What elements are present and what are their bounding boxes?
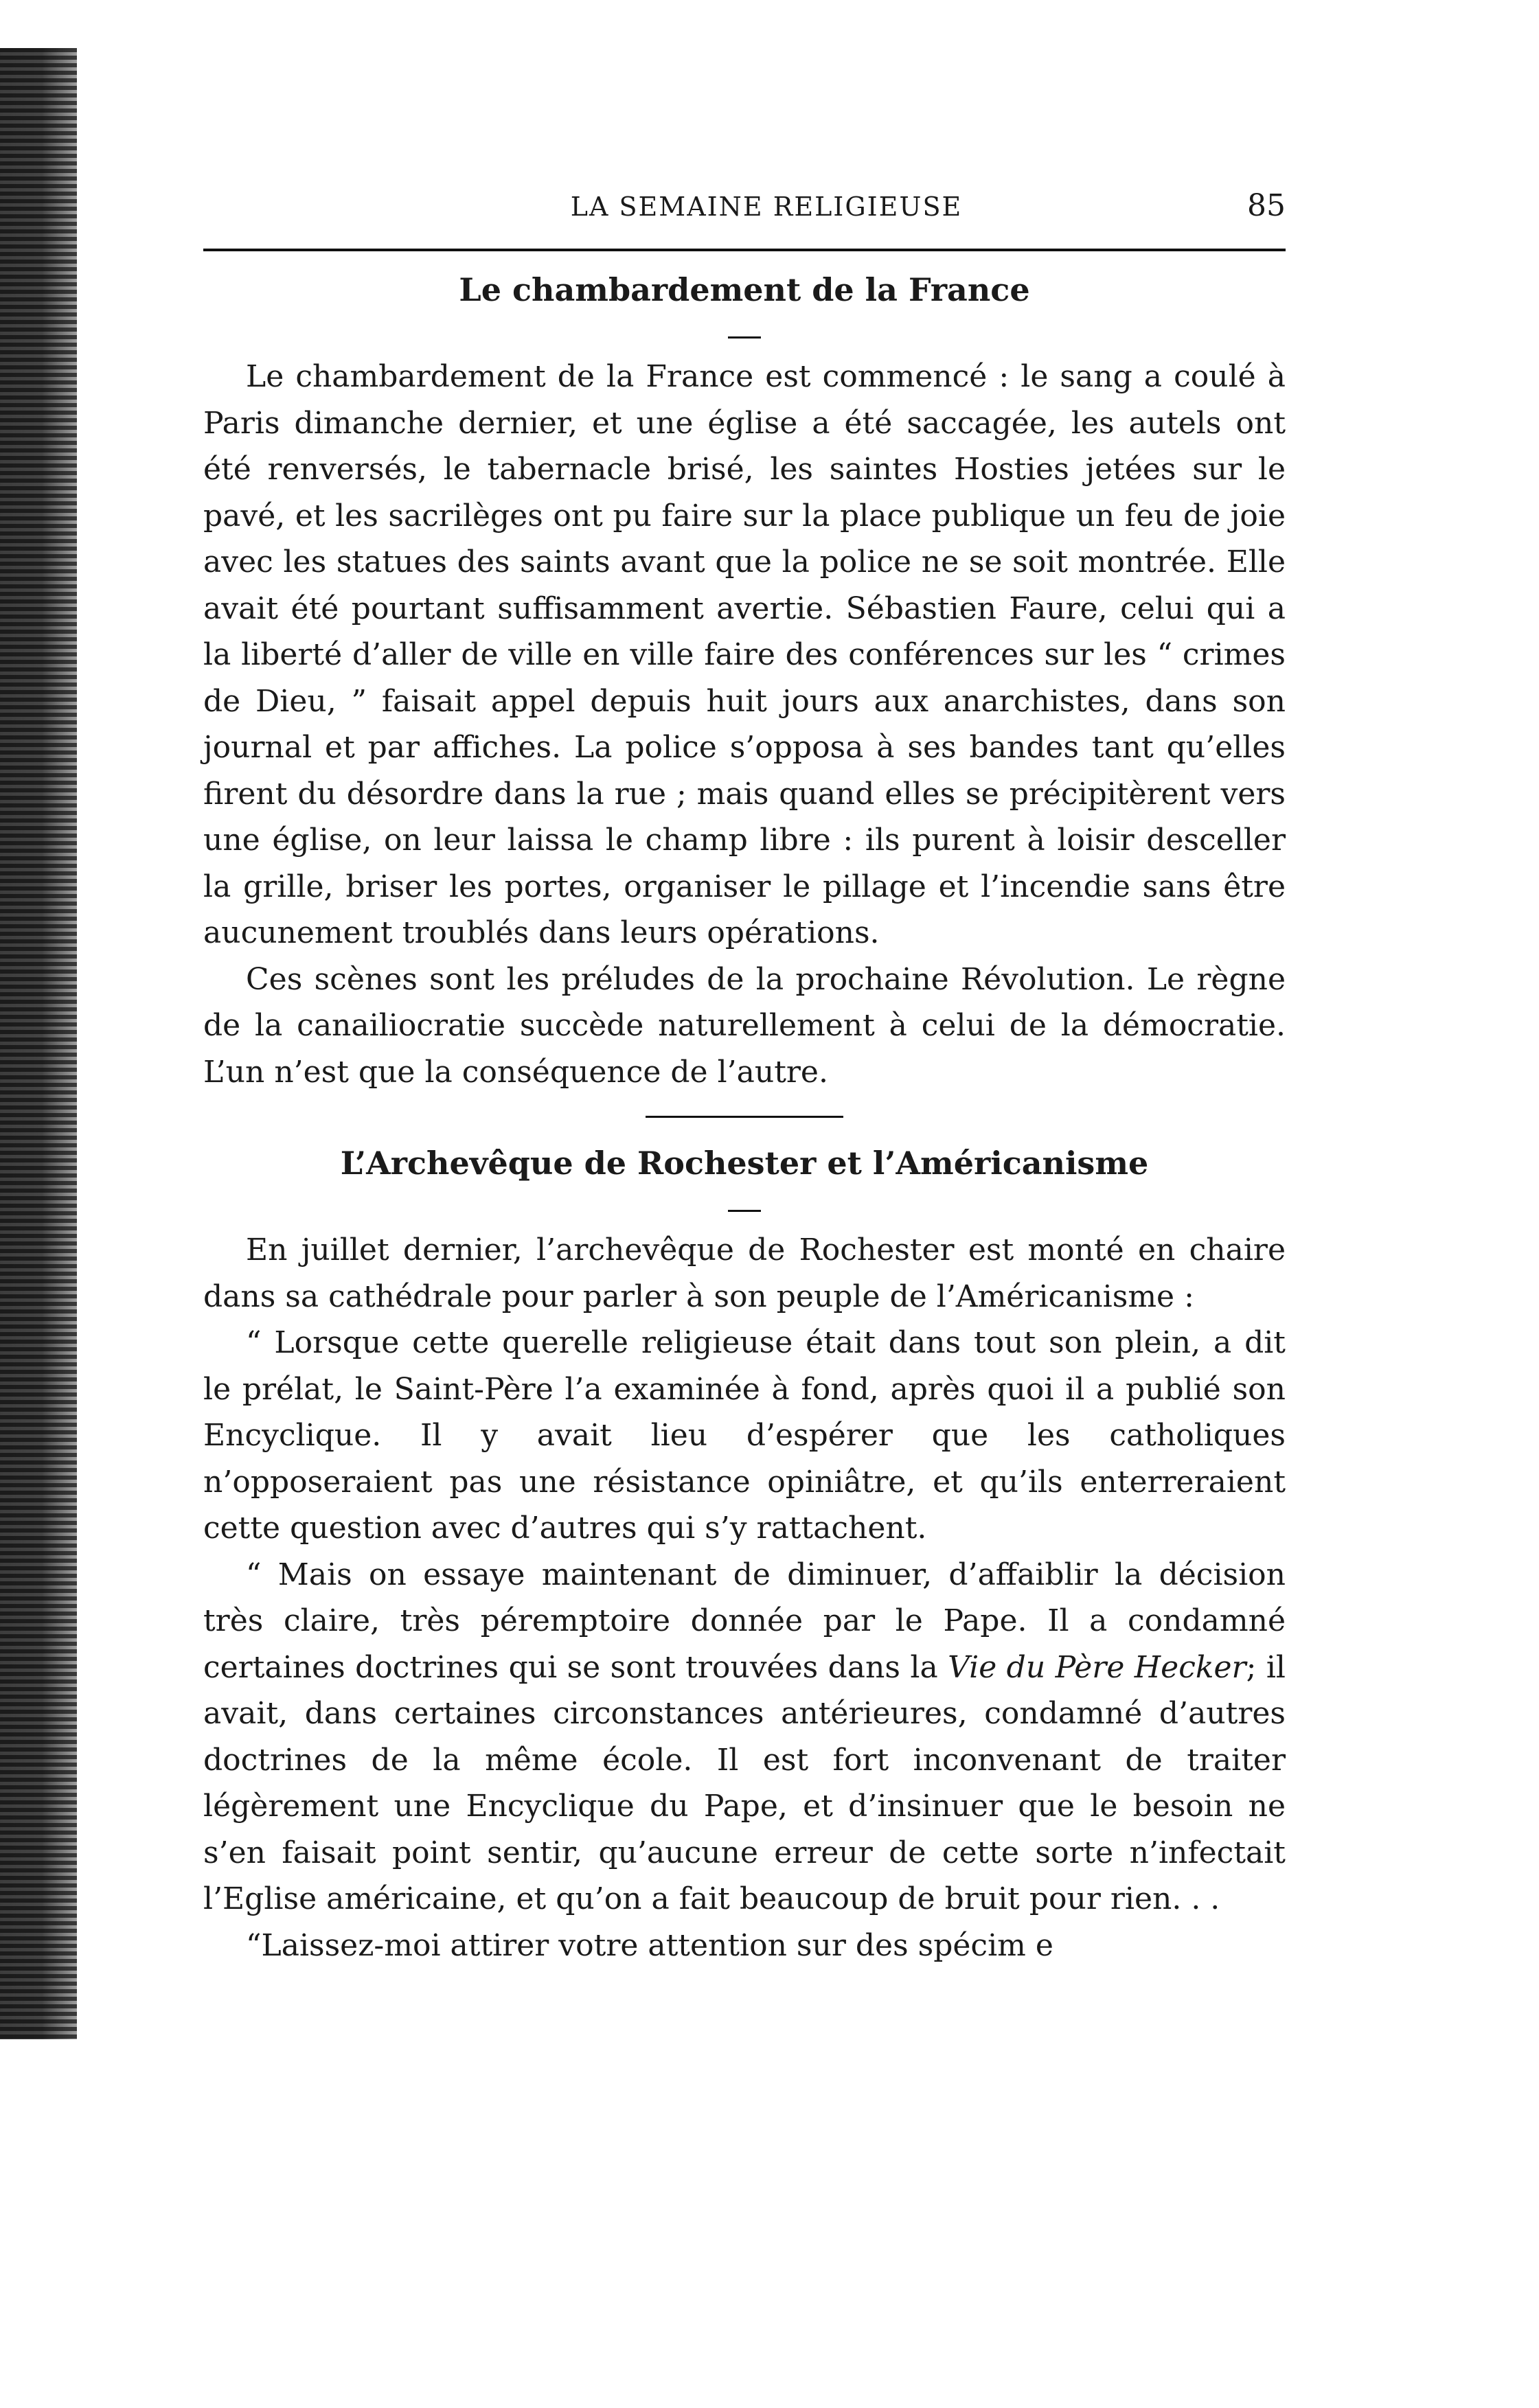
running-head: [203, 185, 1286, 227]
book-page: [203, 185, 1286, 1969]
scan-binding-edge: [0, 48, 77, 2039]
paragraph: [203, 1552, 1286, 1923]
header-rule: [203, 249, 1286, 251]
article-title-chambardement: Le chambardement de la France: [459, 271, 1030, 308]
running-title: LA SEMAINE RELIGIEUSE: [570, 192, 963, 222]
paragraph: Le chambardement de la France est commencé : le sang a coulé à Paris dimanche dernier, et une église a été saccagée, les autels ont été renversés, le tabernacle brisé, les saintes Hosties jetées sur le pavé, et les sacrilèges ont pu faire sur la place publique un feu de joie avec les statues des saints avant que la police ne se soit montrée. Elle avait été pourtant suffisamment avertie. Sébastien Faure, celui qui a la liberté d’aller de ville en ville faire des conférences sur les “ crimes de Dieu, ” faisait appel depuis huit jours aux anarchistes, dans son journal et par affiches. La police s’opposa à ses bandes tant qu’elles firent du désordre dans la rue ; mais quand elles se précipitèrent vers une église, on leur laissa le champ libre : ils purent à loisir desceller la grille, briser les portes, organiser le pillage et l’incendie sans être aucunement troublés dans leurs opérations.: [203, 359, 1286, 950]
section-separator: [646, 1116, 843, 1118]
paragraph: “Laissez-moi attirer votre attention sur des spécim e: [246, 1927, 1053, 1963]
article-body-rochester: [203, 1227, 1286, 1969]
paragraph: Ces scènes sont les préludes de la prochaine Révolution. Le règne de la canailiocratie succède naturellement à celui de la démocratie. L’un n’est que la conséquence de l’autre.: [203, 961, 1286, 1090]
paragraph-part: ; il avait, dans certaines circonstances antérieures, condamné d’autres doctrines de la même école. Il est fort inconvenant de traiter légèrement une Encyclique du Pape, et d’insinuer que le besoin ne s’en faisait point sentir, qu’aucune erreur de cette sorte n’infectait l’Eglise américaine, et qu’on a fait beaucoup de bruit pour rien. . .: [203, 1649, 1286, 1916]
title-dash: [728, 336, 761, 339]
paragraph-part: “ Mais on essaye maintenant de diminuer, d’affaiblir la décision très claire, très péremptoire donnée par le Pape. Il a condamné certaines doctrines qui se sont trouvées dans la: [203, 1557, 1286, 1685]
paragraph: “ Lorsque cette querelle religieuse était dans tout son plein, a dit le prélat, le Saint-Père l’a examinée à fond, après quoi il a publié son Encyclique. Il y avait lieu d’espérer que les catholiques n’opposeraient pas une résistance opiniâtre, et qu’ils enterreraient cette question avec d’autres qui s’y rattachent.: [203, 1325, 1286, 1546]
article-title-rochester: L’Archevêque de Rochester et l’Américanisme: [340, 1145, 1149, 1182]
paragraph: En juillet dernier, l’archevêque de Rochester est monté en chaire dans sa cathédrale pour parler à son peuple de l’Américanisme :: [203, 1232, 1286, 1314]
page-number: 85: [1247, 188, 1286, 223]
book-title: Vie du Père Hecker: [948, 1649, 1246, 1685]
article-body-chambardement: [203, 354, 1286, 1095]
title-dash: [728, 1210, 761, 1212]
